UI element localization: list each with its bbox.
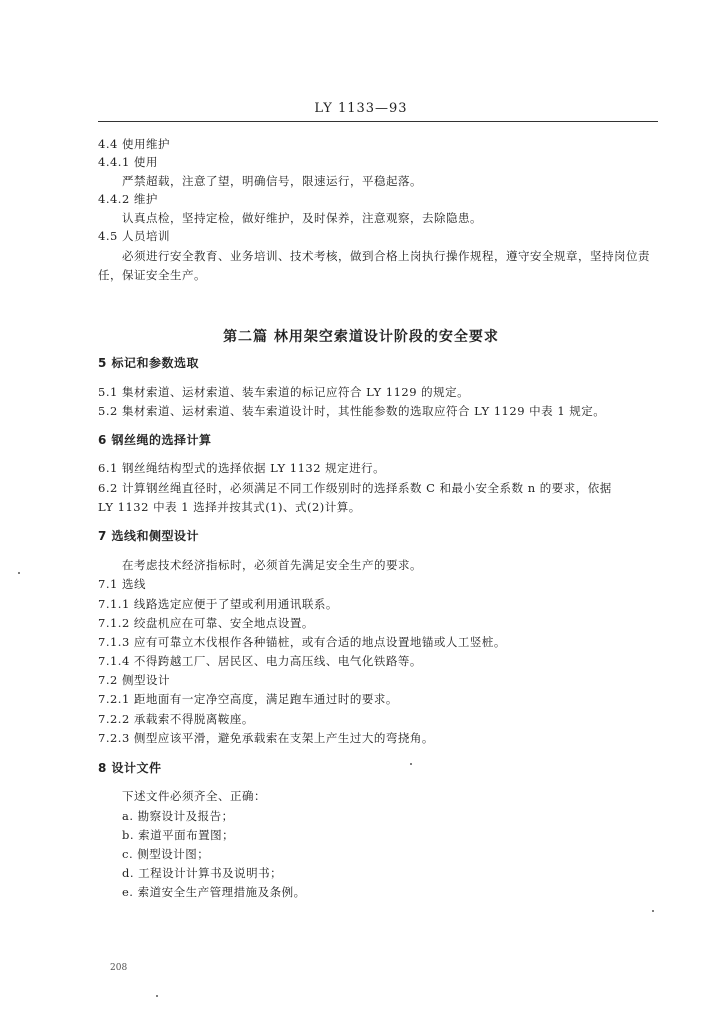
scan-speck — [652, 910, 654, 912]
standard-code-header: LY 1133—93 — [314, 101, 408, 116]
clause-7-1-2: 7.1.2 绞盘机应在可靠、安全地点设置。 — [98, 616, 314, 630]
section-5-heading: 5 标记和参数选取 — [98, 356, 200, 370]
scan-speck — [156, 995, 158, 997]
section-8-intro: 下述文件必须齐全、正确： — [122, 789, 266, 803]
scan-speck — [18, 572, 20, 574]
clause-4-5-heading: 4.5 人员培训 — [98, 229, 170, 243]
scan-speck — [410, 763, 412, 765]
clause-6-2-line-2: LY 1132 中表 1 选择并按其式(1)、式(2)计算。 — [98, 500, 361, 514]
clause-4-4-1-heading: 4.4.1 使用 — [98, 155, 158, 169]
clause-7-2-heading: 7.2 侧型设计 — [98, 673, 170, 687]
clause-7-1-heading: 7.1 选线 — [98, 577, 146, 591]
clause-7-1-3: 7.1.3 应有可靠立木伐根作各种锚桩，或有合适的地点设置地锚或人工竖桩。 — [98, 635, 506, 649]
list-item-d: d. 工程设计计算书及说明书； — [122, 866, 283, 880]
list-item-a: a. 勘察设计及报告； — [122, 809, 234, 823]
clause-7-1-4: 7.1.4 不得跨越工厂、居民区、电力高压线、电气化铁路等。 — [98, 654, 422, 668]
section-7-intro: 在考虑技术经济指标时，必须首先满足安全生产的要求。 — [122, 558, 422, 572]
clause-7-1-1: 7.1.1 线路选定应便于了望或利用通讯联系。 — [98, 597, 338, 611]
list-item-b: b. 索道平面布置图； — [122, 828, 235, 842]
list-item-c: c. 侧型设计图； — [122, 847, 210, 861]
clause-4-4-2-text: 认真点检，坚持定检，做好维护，及时保养，注意观察，去除隐患。 — [122, 211, 482, 225]
section-7-heading: 7 选线和侧型设计 — [98, 529, 200, 543]
list-item-e: e. 索道安全生产管理措施及条例。 — [122, 885, 306, 899]
part-two-title: 第二篇 林用架空索道设计阶段的安全要求 — [223, 329, 499, 345]
clause-5-1: 5.1 集材索道、运材索道、装车索道的标记应符合 LY 1129 的规定。 — [98, 385, 470, 399]
clause-4-4-1-text: 严禁超载，注意了望，明确信号，限速运行，平稳起落。 — [122, 174, 422, 188]
clause-7-2-2: 7.2.2 承载索不得脱离鞍座。 — [98, 712, 254, 726]
clause-6-2-line-1: 6.2 计算钢丝绳直径时，必须满足不同工作级别时的选择系数 C 和最小安全系数 n 的要求，依据 — [98, 481, 612, 495]
clause-7-2-1: 7.2.1 距地面有一定净空高度，满足跑车通过时的要求。 — [98, 692, 398, 706]
clause-4-4-heading: 4.4 使用维护 — [98, 137, 170, 151]
section-6-heading: 6 钢丝绳的选择计算 — [98, 433, 212, 447]
clause-4-5-text-line-2: 任，保证安全生产。 — [98, 268, 206, 282]
section-8-heading: 8 设计文件 — [98, 761, 162, 775]
page-number: 208 — [110, 963, 128, 973]
clause-7-2-3: 7.2.3 侧型应该平滑，避免承载索在支架上产生过大的弯挠角。 — [98, 731, 434, 745]
clause-6-1: 6.1 钢丝绳结构型式的选择依据 LY 1132 规定进行。 — [98, 461, 386, 475]
clause-4-4-2-heading: 4.4.2 维护 — [98, 192, 158, 206]
header-rule — [98, 121, 658, 122]
clause-4-5-text-line-1: 必须进行安全教育、业务培训、技术考核，做到合格上岗执行操作规程，遵守安全规章，坚持岗位责 — [122, 249, 650, 263]
clause-5-2: 5.2 集材索道、运材索道、装车索道设计时，其性能参数的选取应符合 LY 1129 中表 1 规定。 — [98, 404, 606, 418]
